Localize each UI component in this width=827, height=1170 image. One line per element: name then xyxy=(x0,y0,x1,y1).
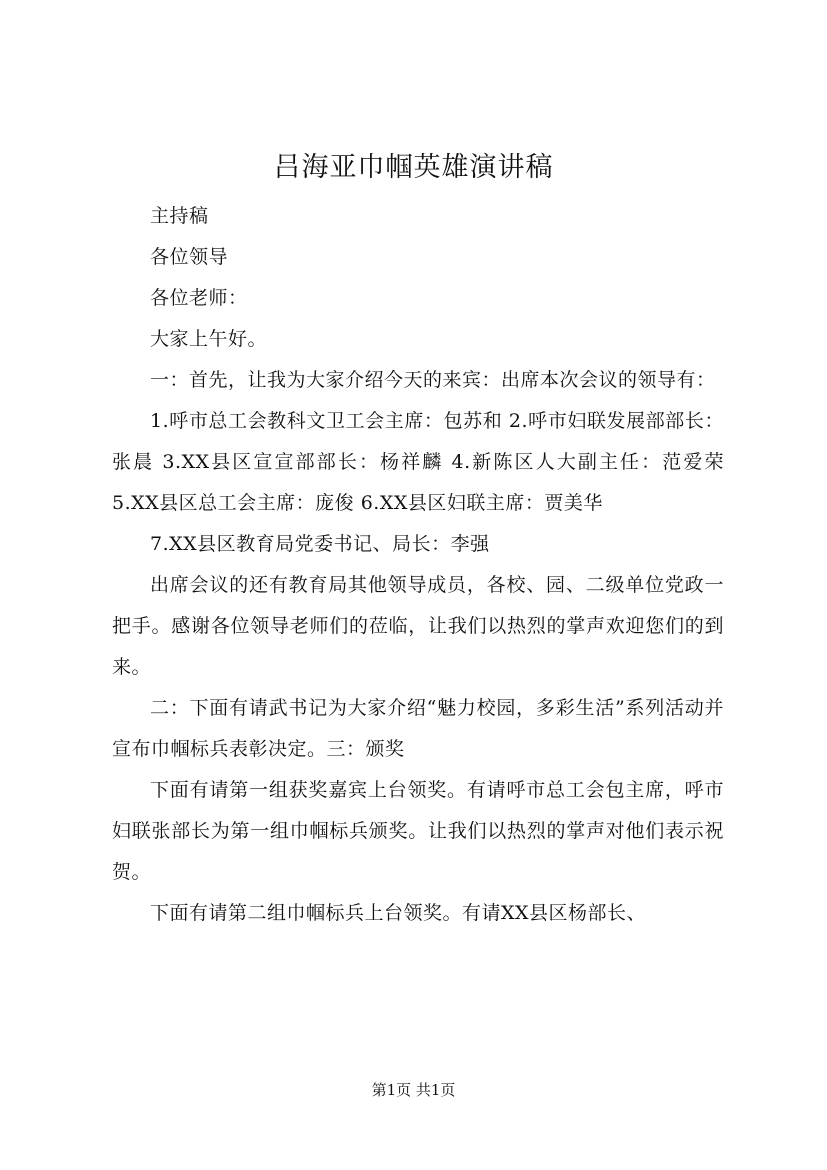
paragraph: 出席会议的还有教育局其他领导成员，各校、园、二级单位党政一把手。感谢各位领导老师们的莅临，让我们以热烈的掌声欢迎您们的到来。 xyxy=(112,574,724,678)
document-title: 吕海亚巾帼英雄演讲稿 xyxy=(273,152,554,183)
paragraph: 下面有请第一组获奖嘉宾上台领奖。有请呼市总工会包主席，呼市妇联张部长为第一组巾帼标兵颁奖。让我们以热烈的掌声对他们表示祝贺。 xyxy=(112,779,724,883)
paragraph: 1.呼市总工会教科文卫工会主席：包苏和 2.呼市妇联发展部部长：张晨 3.XX县区宣宣部部长：杨祥麟 4.新陈区人大副主任：范爱荣 5.XX县区总工会主席：庞俊 6.XX县区妇联主席：贾美华 xyxy=(112,410,724,514)
paragraph: 下面有请第二组巾帼标兵上台领奖。有请XX县区杨部长、 xyxy=(150,902,647,924)
paragraph: 各位领导 xyxy=(150,246,229,268)
paragraph: 主持稿 xyxy=(150,205,209,227)
paragraph: 各位老师： xyxy=(150,287,248,309)
paragraph: 7.XX县区教育局党委书记、局长：李强 xyxy=(150,533,490,555)
page-footer: 第1页 共1页 xyxy=(371,1081,456,1099)
paragraph: 二：下面有请武书记为大家介绍“魅力校园，多彩生活”系列活动并宣布巾帼标兵表彰决定。三：颁奖 xyxy=(112,697,724,760)
paragraph: 大家上午好。 xyxy=(150,328,268,350)
paragraph: 一：首先，让我为大家介绍今天的来宾：出席本次会议的领导有： xyxy=(150,369,716,391)
document-body xyxy=(112,196,724,934)
